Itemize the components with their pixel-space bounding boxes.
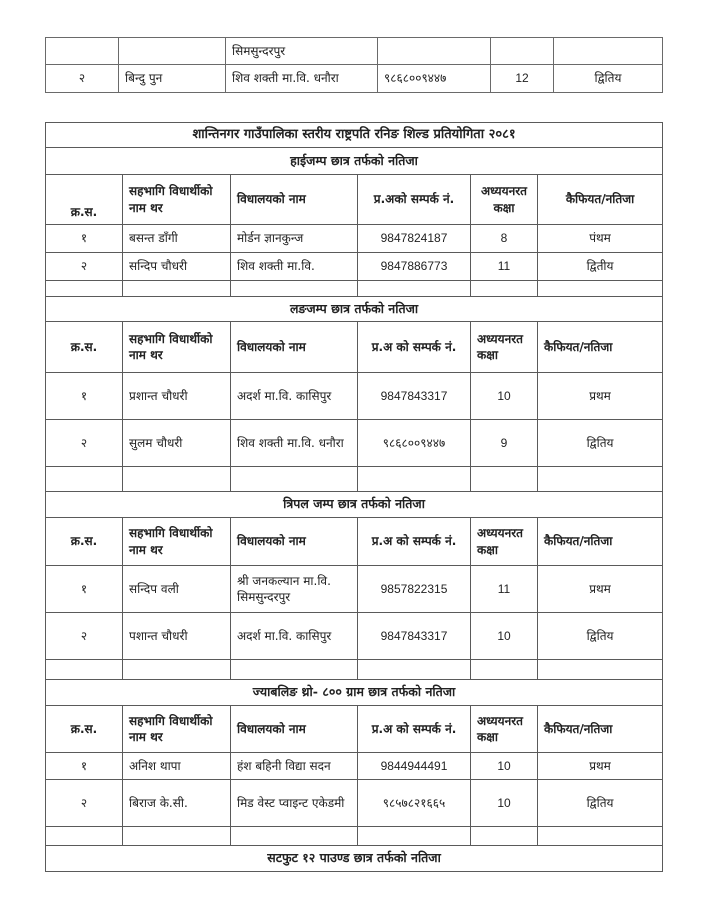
- empty-row: [46, 281, 663, 297]
- class-cell: 10: [471, 373, 538, 420]
- contact-cell: ९८६८००९४४७: [378, 65, 491, 93]
- class-cell: 11: [471, 253, 538, 281]
- school-cell: मोर्डन ज्ञानकुन्ज: [231, 225, 358, 253]
- name-cell: पशान्त चौधरी: [123, 613, 231, 660]
- empty-cell: [231, 467, 358, 492]
- header-sn: क्र.स.: [46, 322, 123, 373]
- header-result: कैफियत/नतिजा: [538, 706, 663, 753]
- section-heading-row: [46, 492, 663, 518]
- result-cell: द्वितिय: [538, 420, 663, 467]
- header-class: अध्ययनरत कक्षा: [471, 175, 538, 225]
- table-row: [46, 253, 663, 281]
- header-contact: प्र.अ को सम्पर्क नं.: [358, 706, 471, 753]
- header-name: सहभागि विधार्थीको नाम थर: [123, 322, 231, 373]
- result-cell: पंथम: [538, 225, 663, 253]
- header-contact: प्र.अ को सम्पर्क नं.: [358, 322, 471, 373]
- result-cell: प्रथम: [538, 753, 663, 780]
- sn-cell: २: [46, 613, 123, 660]
- result-cell: प्रथम: [538, 566, 663, 613]
- class-cell: 12: [491, 65, 554, 93]
- contact-cell: 9847824187: [358, 225, 471, 253]
- empty-cell: [123, 660, 231, 680]
- empty-cell: [46, 281, 123, 297]
- sn-cell: १: [46, 753, 123, 780]
- empty-cell: [46, 827, 123, 846]
- section-heading-longjump: लङजम्प छात्र तर्फको नतिजा: [46, 297, 663, 322]
- column-header-row: [46, 518, 663, 566]
- table-row: [46, 566, 663, 613]
- contact-cell: 9847843317: [358, 613, 471, 660]
- sn-cell: १: [46, 566, 123, 613]
- class-cell: 10: [471, 613, 538, 660]
- header-contact: प्र.अ को सम्पर्क नं.: [358, 518, 471, 566]
- table-row: [46, 420, 663, 467]
- empty-row: [46, 827, 663, 846]
- contact-cell: ९८५७८२१६६५: [358, 780, 471, 827]
- result-cell: द्वितिय: [538, 780, 663, 827]
- header-school: विधालयको नाम: [231, 175, 358, 225]
- contact-cell: [378, 38, 491, 65]
- empty-cell: [538, 827, 663, 846]
- school-cell: अदर्श मा.वि. कासिपुर: [231, 613, 358, 660]
- contact-cell: 9857822315: [358, 566, 471, 613]
- table-row: [46, 753, 663, 780]
- empty-cell: [358, 827, 471, 846]
- empty-cell: [46, 467, 123, 492]
- school-cell: श्री जनकल्यान मा.वि. सिमसुन्दरपुर: [231, 566, 358, 613]
- result-cell: द्वितीय: [538, 253, 663, 281]
- column-header-row: [46, 175, 663, 225]
- table-title-row: [46, 123, 663, 148]
- name-cell: सन्दिप वली: [123, 566, 231, 613]
- header-name: सहभागि विधार्थीको नाम थर: [123, 518, 231, 566]
- school-cell: मिड वेस्ट प्वाइन्ट एकेडमी: [231, 780, 358, 827]
- sn-cell: २: [46, 420, 123, 467]
- empty-cell: [46, 660, 123, 680]
- empty-cell: [471, 827, 538, 846]
- class-cell: 10: [471, 753, 538, 780]
- header-name: सहभागि विधार्थीको नाम थर: [123, 175, 231, 225]
- empty-cell: [538, 467, 663, 492]
- empty-cell: [538, 660, 663, 680]
- school-cell: शिव शक्ती मा.वि. धनौरा: [226, 65, 378, 93]
- name-cell: सन्दिप चौधरी: [123, 253, 231, 281]
- class-cell: [491, 38, 554, 65]
- empty-cell: [471, 467, 538, 492]
- header-result: कैफियत/नतिजा: [538, 175, 663, 225]
- name-cell: बसन्त डाँगी: [123, 225, 231, 253]
- class-cell: 9: [471, 420, 538, 467]
- name-cell: प्रशान्त चौधरी: [123, 373, 231, 420]
- header-school: विधालयको नाम: [231, 322, 358, 373]
- result-cell: प्रथम: [538, 373, 663, 420]
- contact-cell: 9844944491: [358, 753, 471, 780]
- empty-row: [46, 660, 663, 680]
- section-heading-javelin: ज्याबलिङ थ्रो- ८०० ग्राम छात्र तर्फको नतिजा: [46, 680, 663, 706]
- section-heading-row: [46, 148, 663, 175]
- class-cell: 11: [471, 566, 538, 613]
- header-sn: क्र.स.: [46, 706, 123, 753]
- empty-cell: [538, 281, 663, 297]
- section-heading-row: [46, 680, 663, 706]
- header-result: कैफियत/नतिजा: [538, 322, 663, 373]
- school-cell: हंश बहिनी विद्या सदन: [231, 753, 358, 780]
- table-row: [46, 65, 663, 93]
- sn-cell: १: [46, 373, 123, 420]
- sn-cell: १: [46, 225, 123, 253]
- table-row: [46, 613, 663, 660]
- name-cell: बिन्दु पुन: [119, 65, 226, 93]
- class-cell: 10: [471, 780, 538, 827]
- section-heading-row: [46, 297, 663, 322]
- name-cell: बिराज के.सी.: [123, 780, 231, 827]
- table-row: [46, 780, 663, 827]
- empty-cell: [471, 281, 538, 297]
- header-contact: प्र.अको सम्पर्क नं.: [358, 175, 471, 225]
- table-title: शान्तिनगर गाउँपालिका स्तरीय राष्ट्रपति रनिङ शिल्ड प्रतियोगिता २०८१: [46, 123, 663, 148]
- table-row: [46, 225, 663, 253]
- sn-cell: २: [46, 780, 123, 827]
- sn-cell: २: [46, 65, 119, 93]
- header-school: विधालयको नाम: [231, 706, 358, 753]
- sn-cell: [46, 38, 119, 65]
- empty-cell: [358, 660, 471, 680]
- result-cell: [554, 38, 663, 65]
- header-class: अध्ययनरत कक्षा: [471, 322, 538, 373]
- table-row: [46, 373, 663, 420]
- header-school: विधालयको नाम: [231, 518, 358, 566]
- empty-cell: [123, 827, 231, 846]
- section-heading-highjump: हाईजम्प छात्र तर्फको नतिजा: [46, 148, 663, 175]
- contact-cell: 9847843317: [358, 373, 471, 420]
- empty-cell: [123, 467, 231, 492]
- header-class: अध्ययनरत कक्षा: [471, 706, 538, 753]
- school-cell: शिव शक्ती मा.वि. धनौरा: [231, 420, 358, 467]
- header-name: सहभागि विधार्थीको नाम थर: [123, 706, 231, 753]
- school-cell: सिमसुन्दरपुर: [226, 38, 378, 65]
- section-heading-triplejump: त्रिपल जम्प छात्र तर्फको नतिजा: [46, 492, 663, 518]
- section-heading-row: [46, 846, 663, 872]
- column-header-row: [46, 706, 663, 753]
- empty-cell: [231, 281, 358, 297]
- empty-cell: [471, 660, 538, 680]
- name-cell: अनिश थापा: [123, 753, 231, 780]
- empty-cell: [358, 467, 471, 492]
- empty-cell: [123, 281, 231, 297]
- empty-row: [46, 467, 663, 492]
- name-cell: [119, 38, 226, 65]
- header-class: अध्ययनरत कक्षा: [471, 518, 538, 566]
- column-header-row: [46, 322, 663, 373]
- school-cell: अदर्श मा.वि. कासिपुर: [231, 373, 358, 420]
- header-result: कैफियत/नतिजा: [538, 518, 663, 566]
- sn-cell: २: [46, 253, 123, 281]
- previous-results-table-fragment: [45, 37, 663, 93]
- result-cell: द्वितिय: [538, 613, 663, 660]
- section-heading-shotput: सटफुट १२ पाउण्ड छात्र तर्फको नतिजा: [46, 846, 663, 872]
- header-sn: क्र.स.: [46, 175, 123, 225]
- contact-cell: 9847886773: [358, 253, 471, 281]
- school-cell: शिव शक्ती मा.वि.: [231, 253, 358, 281]
- header-sn: क्र.स.: [46, 518, 123, 566]
- empty-cell: [358, 281, 471, 297]
- results-table: [45, 122, 663, 872]
- name-cell: सुलम चौधरी: [123, 420, 231, 467]
- result-cell: द्वितिय: [554, 65, 663, 93]
- class-cell: 8: [471, 225, 538, 253]
- empty-cell: [231, 660, 358, 680]
- empty-cell: [231, 827, 358, 846]
- table-row-continuation: [46, 38, 663, 65]
- contact-cell: ९८६८००९४४७: [358, 420, 471, 467]
